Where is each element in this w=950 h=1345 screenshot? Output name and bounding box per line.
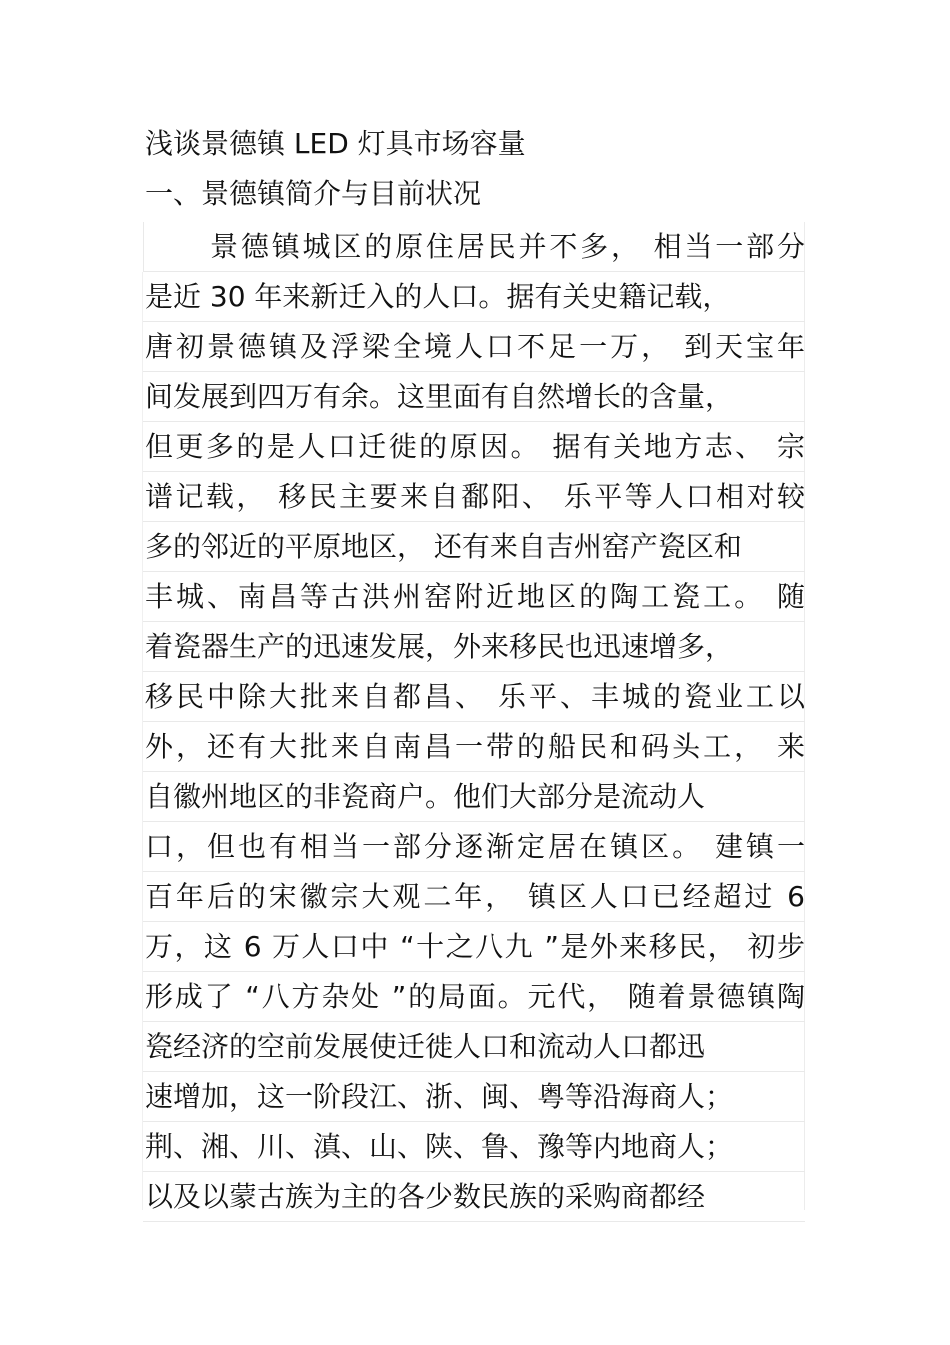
paragraph-line: 是近 30 年来新迁入的人口。据有关史籍记载， (143, 272, 805, 322)
paragraph-line: 多的邻近的平原地区， 还有来自吉州窑产瓷区和 (143, 522, 805, 572)
paragraph-line: 着瓷器生产的迅速发展，外来移民也迅速增多， (143, 622, 805, 672)
paragraph-line: 形成了 “八方杂处 ”的局面。元代， 随着景德镇陶 (143, 972, 805, 1022)
paragraph-line: 谱记载， 移民主要来自鄱阳、 乐平等人口相对较 (143, 472, 805, 522)
paragraph-line: 移民中除大批来自都昌、 乐平、丰城的瓷业工以 (143, 672, 805, 722)
paragraph-line: 间发展到四万有余。这里面有自然增长的含量， (143, 372, 805, 422)
document-title: 浅谈景德镇 LED 灯具市场容量 (145, 127, 526, 160)
paragraph-line: 速增加，这一阶段江、浙、闽、粤等沿海商人； (143, 1072, 805, 1122)
paragraph-line: 但更多的是人口迁徙的原因。 据有关地方志、 宗 (143, 422, 805, 472)
paragraph-line: 荆、湘、川、滇、山、陕、鲁、豫等内地商人； (143, 1122, 805, 1172)
paragraph-line: 自徽州地区的非瓷商户。他们大部分是流动人 (143, 772, 805, 822)
paragraph-line: 百年后的宋徽宗大观二年， 镇区人口已经超过 6 (143, 872, 805, 922)
paragraph-line: 口，但也有相当一部分逐渐定居在镇区。 建镇一 (143, 822, 805, 872)
paragraph-line: 景德镇城区的原住居民并不多， 相当一部分 (143, 222, 805, 272)
body-paragraph (143, 222, 805, 1222)
section-heading: 一、景德镇简介与目前状况 (145, 177, 482, 210)
paragraph-line: 唐初景德镇及浮梁全境人口不足一万， 到天宝年 (143, 322, 805, 372)
paragraph-line: 丰城、南昌等古洪州窑附近地区的陶工瓷工。 随 (143, 572, 805, 622)
paragraph-line: 瓷经济的空前发展使迁徙人口和流动人口都迅 (143, 1022, 805, 1072)
paragraph-line: 万，这 6 万人口中 “十之八九 ”是外来移民， 初步 (143, 922, 805, 972)
paragraph-line: 外，还有大批来自南昌一带的船民和码头工， 来 (143, 722, 805, 772)
paragraph-line: 以及以蒙古族为主的各少数民族的采购商都经 (143, 1172, 805, 1222)
